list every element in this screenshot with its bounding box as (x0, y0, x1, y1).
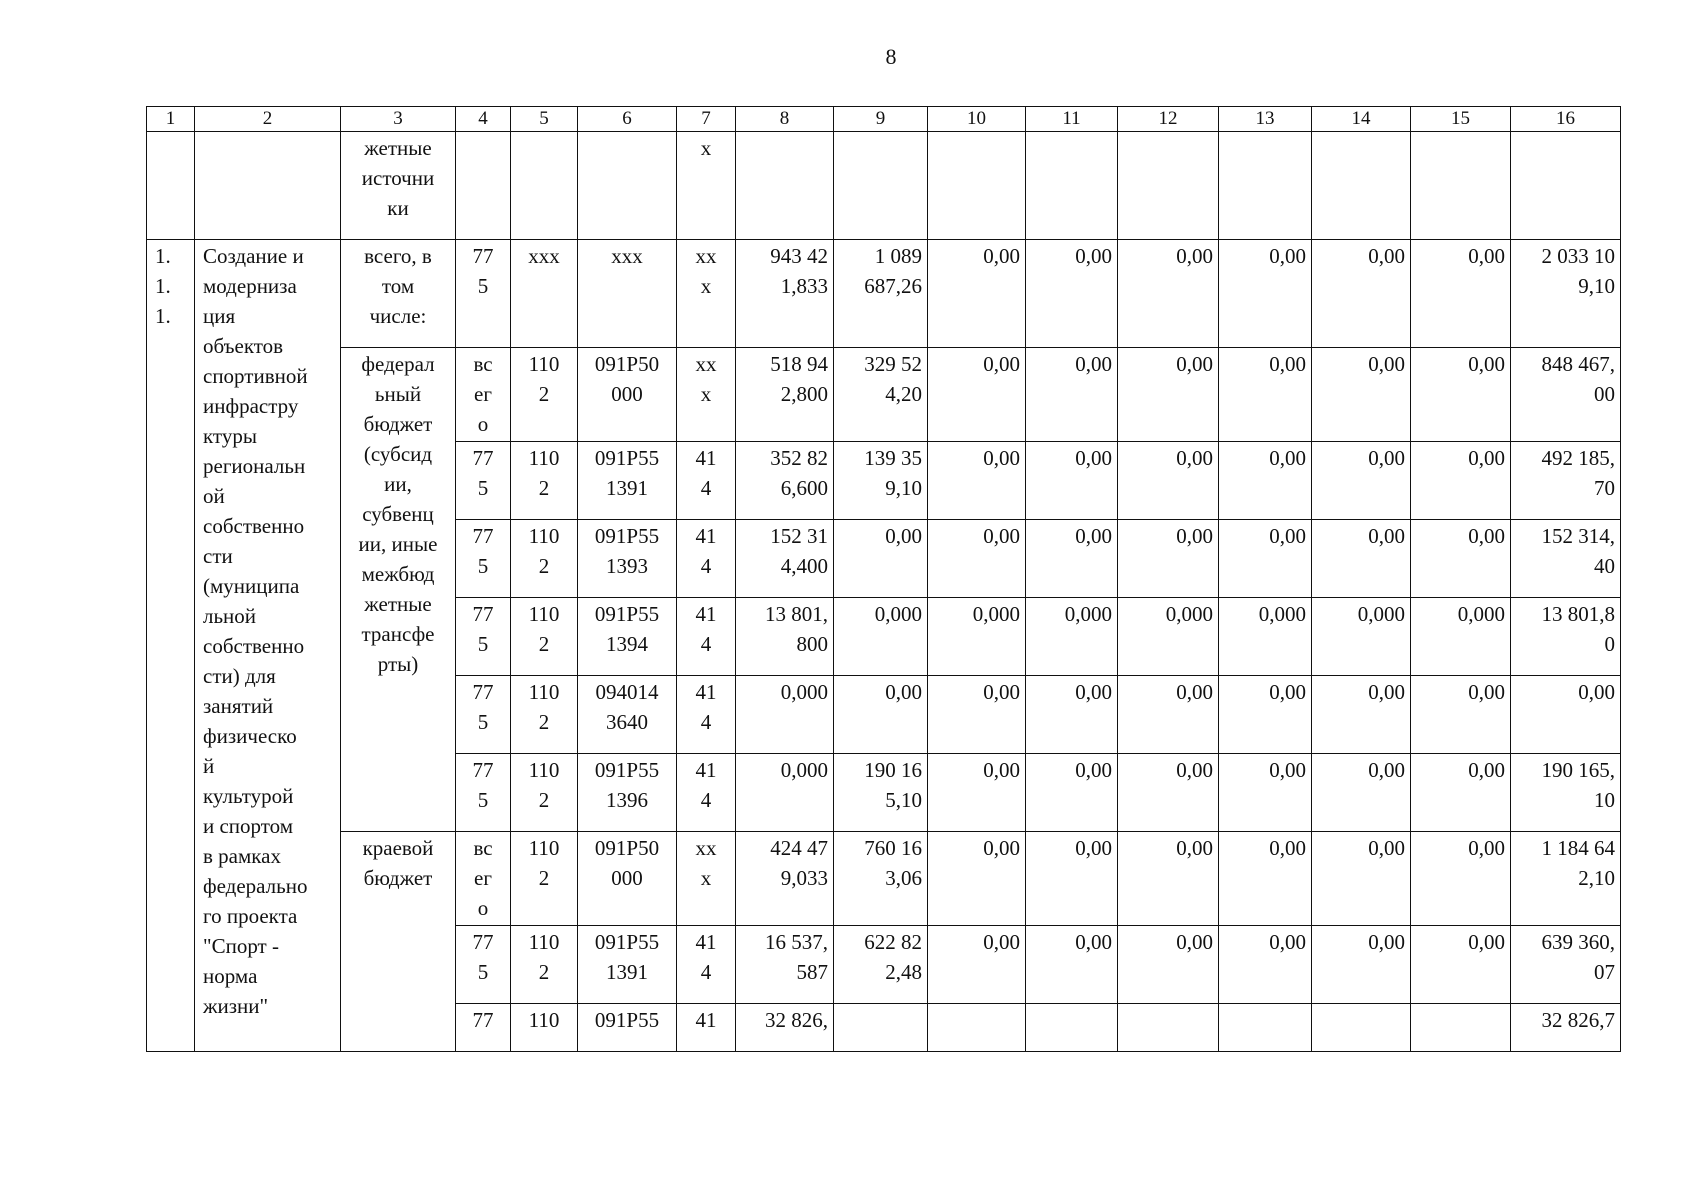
cell-c12: 0,00 (1118, 442, 1219, 520)
cell-c4: 77 5 (456, 926, 511, 1004)
cell-c13: 0,00 (1219, 520, 1312, 598)
cell-c14: 0,00 (1312, 754, 1411, 832)
cell-c4: вс ег о (456, 348, 511, 442)
cell-c15: 0,00 (1411, 926, 1511, 1004)
cell-c5: 110 2 (511, 754, 578, 832)
cell-c11: 0,00 (1026, 240, 1118, 348)
cell-c4: 77 5 (456, 598, 511, 676)
cell-c4: 77 (456, 1004, 511, 1052)
item-description: Создание и модерниза ция объектов спортивной инфрастру ктуры региональн ой собственно сти (муниципа льной собственно сти) для занятий физическо й культурой и спортом в рамках федерально го проекта "Спорт - норма жизни" (195, 240, 341, 1052)
cell-c6: 091Р55 1393 (578, 520, 677, 598)
cell-c15: 0,000 (1411, 598, 1511, 676)
cell-c15: 0,00 (1411, 240, 1511, 348)
cell-c12 (1118, 132, 1219, 240)
cell-c16: 848 467, 00 (1511, 348, 1621, 442)
cell-c7: 41 4 (677, 926, 736, 1004)
cell-c14: 0,00 (1312, 832, 1411, 926)
header-cell-13: 13 (1219, 107, 1312, 132)
cell-c11: 0,00 (1026, 348, 1118, 442)
cell-c3: жетные источни ки (341, 132, 456, 240)
cell-c15 (1411, 1004, 1511, 1052)
cell-c13: 0,00 (1219, 442, 1312, 520)
cell-c10: 0,00 (928, 240, 1026, 348)
header-cell-7: 7 (677, 107, 736, 132)
cell-c9: 0,00 (834, 520, 928, 598)
cell-c10: 0,00 (928, 832, 1026, 926)
cell-c5: ххх (511, 240, 578, 348)
cell-c14: 0,00 (1312, 520, 1411, 598)
cell-c7: 41 4 (677, 442, 736, 520)
cell-c5: 110 2 (511, 348, 578, 442)
cell-c15: 0,00 (1411, 754, 1511, 832)
cell-c16: 492 185, 70 (1511, 442, 1621, 520)
cell-c4: 77 5 (456, 240, 511, 348)
cell-c6 (578, 132, 677, 240)
table-row (147, 832, 1621, 926)
cell-c9: 0,000 (834, 598, 928, 676)
cell-c11 (1026, 1004, 1118, 1052)
cell-c8: 32 826, (736, 1004, 834, 1052)
cell-c9 (834, 132, 928, 240)
header-cell-12: 12 (1118, 107, 1219, 132)
cell-c7: хх х (677, 832, 736, 926)
header-cell-11: 11 (1026, 107, 1118, 132)
cell-c11: 0,000 (1026, 598, 1118, 676)
cell-c9: 329 52 4,20 (834, 348, 928, 442)
header-cell-3: 3 (341, 107, 456, 132)
cell-c6: 091Р55 1396 (578, 754, 677, 832)
cell-c12: 0,00 (1118, 832, 1219, 926)
header-cell-14: 14 (1312, 107, 1411, 132)
cell-c7: 41 4 (677, 598, 736, 676)
cell-c10: 0,000 (928, 598, 1026, 676)
cell-c5: 110 2 (511, 676, 578, 754)
cell-c11 (1026, 132, 1118, 240)
cell-c15 (1411, 132, 1511, 240)
cell-c12: 0,00 (1118, 926, 1219, 1004)
cell-c10: 0,00 (928, 442, 1026, 520)
cell-c4: 77 5 (456, 520, 511, 598)
cell-c6: 091Р55 1394 (578, 598, 677, 676)
cell-c11: 0,00 (1026, 832, 1118, 926)
cell-c15: 0,00 (1411, 442, 1511, 520)
page-number: 8 (885, 44, 897, 69)
cell-c4: 77 5 (456, 676, 511, 754)
header-cell-15: 15 (1411, 107, 1511, 132)
cell-c14: 0,00 (1312, 442, 1411, 520)
header-cell-8: 8 (736, 107, 834, 132)
cell-c5: 110 2 (511, 598, 578, 676)
cell-c12: 0,00 (1118, 754, 1219, 832)
cell-c8 (736, 132, 834, 240)
cell-c15: 0,00 (1411, 348, 1511, 442)
cell-c14 (1312, 1004, 1411, 1052)
table-row (147, 132, 1621, 240)
cell-c16: 1 184 64 2,10 (1511, 832, 1621, 926)
cell-c16: 2 033 10 9,10 (1511, 240, 1621, 348)
cell-c9 (834, 1004, 928, 1052)
cell-c4: 77 5 (456, 754, 511, 832)
cell-c13: 0,00 (1219, 926, 1312, 1004)
cell-c4 (456, 132, 511, 240)
source-federal: федерал ьный бюджет (субсид ии, субвенц ии, иные межбюд жетные трансфе рты) (341, 348, 456, 832)
header-cell-4: 4 (456, 107, 511, 132)
cell-c10 (928, 1004, 1026, 1052)
cell-c6: 091Р50 000 (578, 348, 677, 442)
header-cell-10: 10 (928, 107, 1026, 132)
cell-c8: 352 82 6,600 (736, 442, 834, 520)
cell-c14: 0,00 (1312, 348, 1411, 442)
cell-c7: хх х (677, 240, 736, 348)
item-number: 1. 1. 1. (147, 240, 195, 1052)
cell-c15: 0,00 (1411, 676, 1511, 754)
cell-c16: 32 826,7 (1511, 1004, 1621, 1052)
cell-c10: 0,00 (928, 754, 1026, 832)
cell-c15: 0,00 (1411, 520, 1511, 598)
header-cell-2: 2 (195, 107, 341, 132)
cell-c12: 0,00 (1118, 348, 1219, 442)
cell-c7: хх х (677, 348, 736, 442)
cell-c8: 424 47 9,033 (736, 832, 834, 926)
cell-c7: х (677, 132, 736, 240)
cell-c7: 41 4 (677, 520, 736, 598)
cell-c5: 110 (511, 1004, 578, 1052)
cell-c12: 0,00 (1118, 676, 1219, 754)
cell-c12: 0,000 (1118, 598, 1219, 676)
cell-c13: 0,00 (1219, 240, 1312, 348)
header-cell-5: 5 (511, 107, 578, 132)
cell-c5: 110 2 (511, 520, 578, 598)
cell-c13 (1219, 132, 1312, 240)
cell-c16: 152 314, 40 (1511, 520, 1621, 598)
cell-c12: 0,00 (1118, 520, 1219, 598)
cell-c15: 0,00 (1411, 832, 1511, 926)
header-cell-16: 16 (1511, 107, 1621, 132)
cell-c13: 0,00 (1219, 348, 1312, 442)
cell-c4: 77 5 (456, 442, 511, 520)
cell-c9: 760 16 3,06 (834, 832, 928, 926)
cell-c16: 190 165, 10 (1511, 754, 1621, 832)
cell-c14: 0,00 (1312, 676, 1411, 754)
cell-c12: 0,00 (1118, 240, 1219, 348)
cell-c7: 41 4 (677, 754, 736, 832)
cell-c9: 139 35 9,10 (834, 442, 928, 520)
cell-c6: 094014 3640 (578, 676, 677, 754)
budget-table (146, 106, 1621, 1052)
cell-c6: 091Р50 000 (578, 832, 677, 926)
cell-c16: 639 360, 07 (1511, 926, 1621, 1004)
cell-c8: 518 94 2,800 (736, 348, 834, 442)
cell-c11: 0,00 (1026, 926, 1118, 1004)
cell-c13: 0,00 (1219, 832, 1312, 926)
header-cell-1: 1 (147, 107, 195, 132)
cell-c8: 16 537, 587 (736, 926, 834, 1004)
cell-c1 (147, 132, 195, 240)
cell-c5: 110 2 (511, 926, 578, 1004)
cell-c10: 0,00 (928, 348, 1026, 442)
cell-c13: 0,000 (1219, 598, 1312, 676)
table-row (147, 348, 1621, 442)
header-cell-9: 9 (834, 107, 928, 132)
source-total: всего, в том числе: (341, 240, 456, 348)
cell-c6: 091Р55 1391 (578, 442, 677, 520)
cell-c8: 152 31 4,400 (736, 520, 834, 598)
cell-c11: 0,00 (1026, 676, 1118, 754)
cell-c5: 110 2 (511, 442, 578, 520)
cell-c13: 0,00 (1219, 676, 1312, 754)
cell-c6: 091Р55 1391 (578, 926, 677, 1004)
cell-c16: 13 801,8 0 (1511, 598, 1621, 676)
cell-c4: вс ег о (456, 832, 511, 926)
cell-c14: 0,00 (1312, 240, 1411, 348)
cell-c5: 110 2 (511, 832, 578, 926)
cell-c7: 41 (677, 1004, 736, 1052)
cell-c14: 0,000 (1312, 598, 1411, 676)
cell-c8: 0,000 (736, 754, 834, 832)
cell-c11: 0,00 (1026, 520, 1118, 598)
cell-c16: 0,00 (1511, 676, 1621, 754)
cell-c14 (1312, 132, 1411, 240)
cell-c9: 190 16 5,10 (834, 754, 928, 832)
cell-c6: ххх (578, 240, 677, 348)
cell-c10: 0,00 (928, 676, 1026, 754)
cell-c13 (1219, 1004, 1312, 1052)
cell-c8: 0,000 (736, 676, 834, 754)
cell-c16 (1511, 132, 1621, 240)
cell-c10: 0,00 (928, 926, 1026, 1004)
cell-c14: 0,00 (1312, 926, 1411, 1004)
cell-c10: 0,00 (928, 520, 1026, 598)
cell-c2 (195, 132, 341, 240)
header-row (147, 107, 1621, 132)
cell-c13: 0,00 (1219, 754, 1312, 832)
cell-c10 (928, 132, 1026, 240)
cell-c9: 622 82 2,48 (834, 926, 928, 1004)
cell-c12 (1118, 1004, 1219, 1052)
cell-c8: 943 42 1,833 (736, 240, 834, 348)
cell-c7: 41 4 (677, 676, 736, 754)
cell-c11: 0,00 (1026, 442, 1118, 520)
source-regional: краевой бюджет (341, 832, 456, 1052)
table-row (147, 240, 1621, 348)
cell-c5 (511, 132, 578, 240)
cell-c9: 0,00 (834, 676, 928, 754)
header-cell-6: 6 (578, 107, 677, 132)
cell-c6: 091Р55 (578, 1004, 677, 1052)
cell-c11: 0,00 (1026, 754, 1118, 832)
cell-c8: 13 801, 800 (736, 598, 834, 676)
cell-c9: 1 089 687,26 (834, 240, 928, 348)
